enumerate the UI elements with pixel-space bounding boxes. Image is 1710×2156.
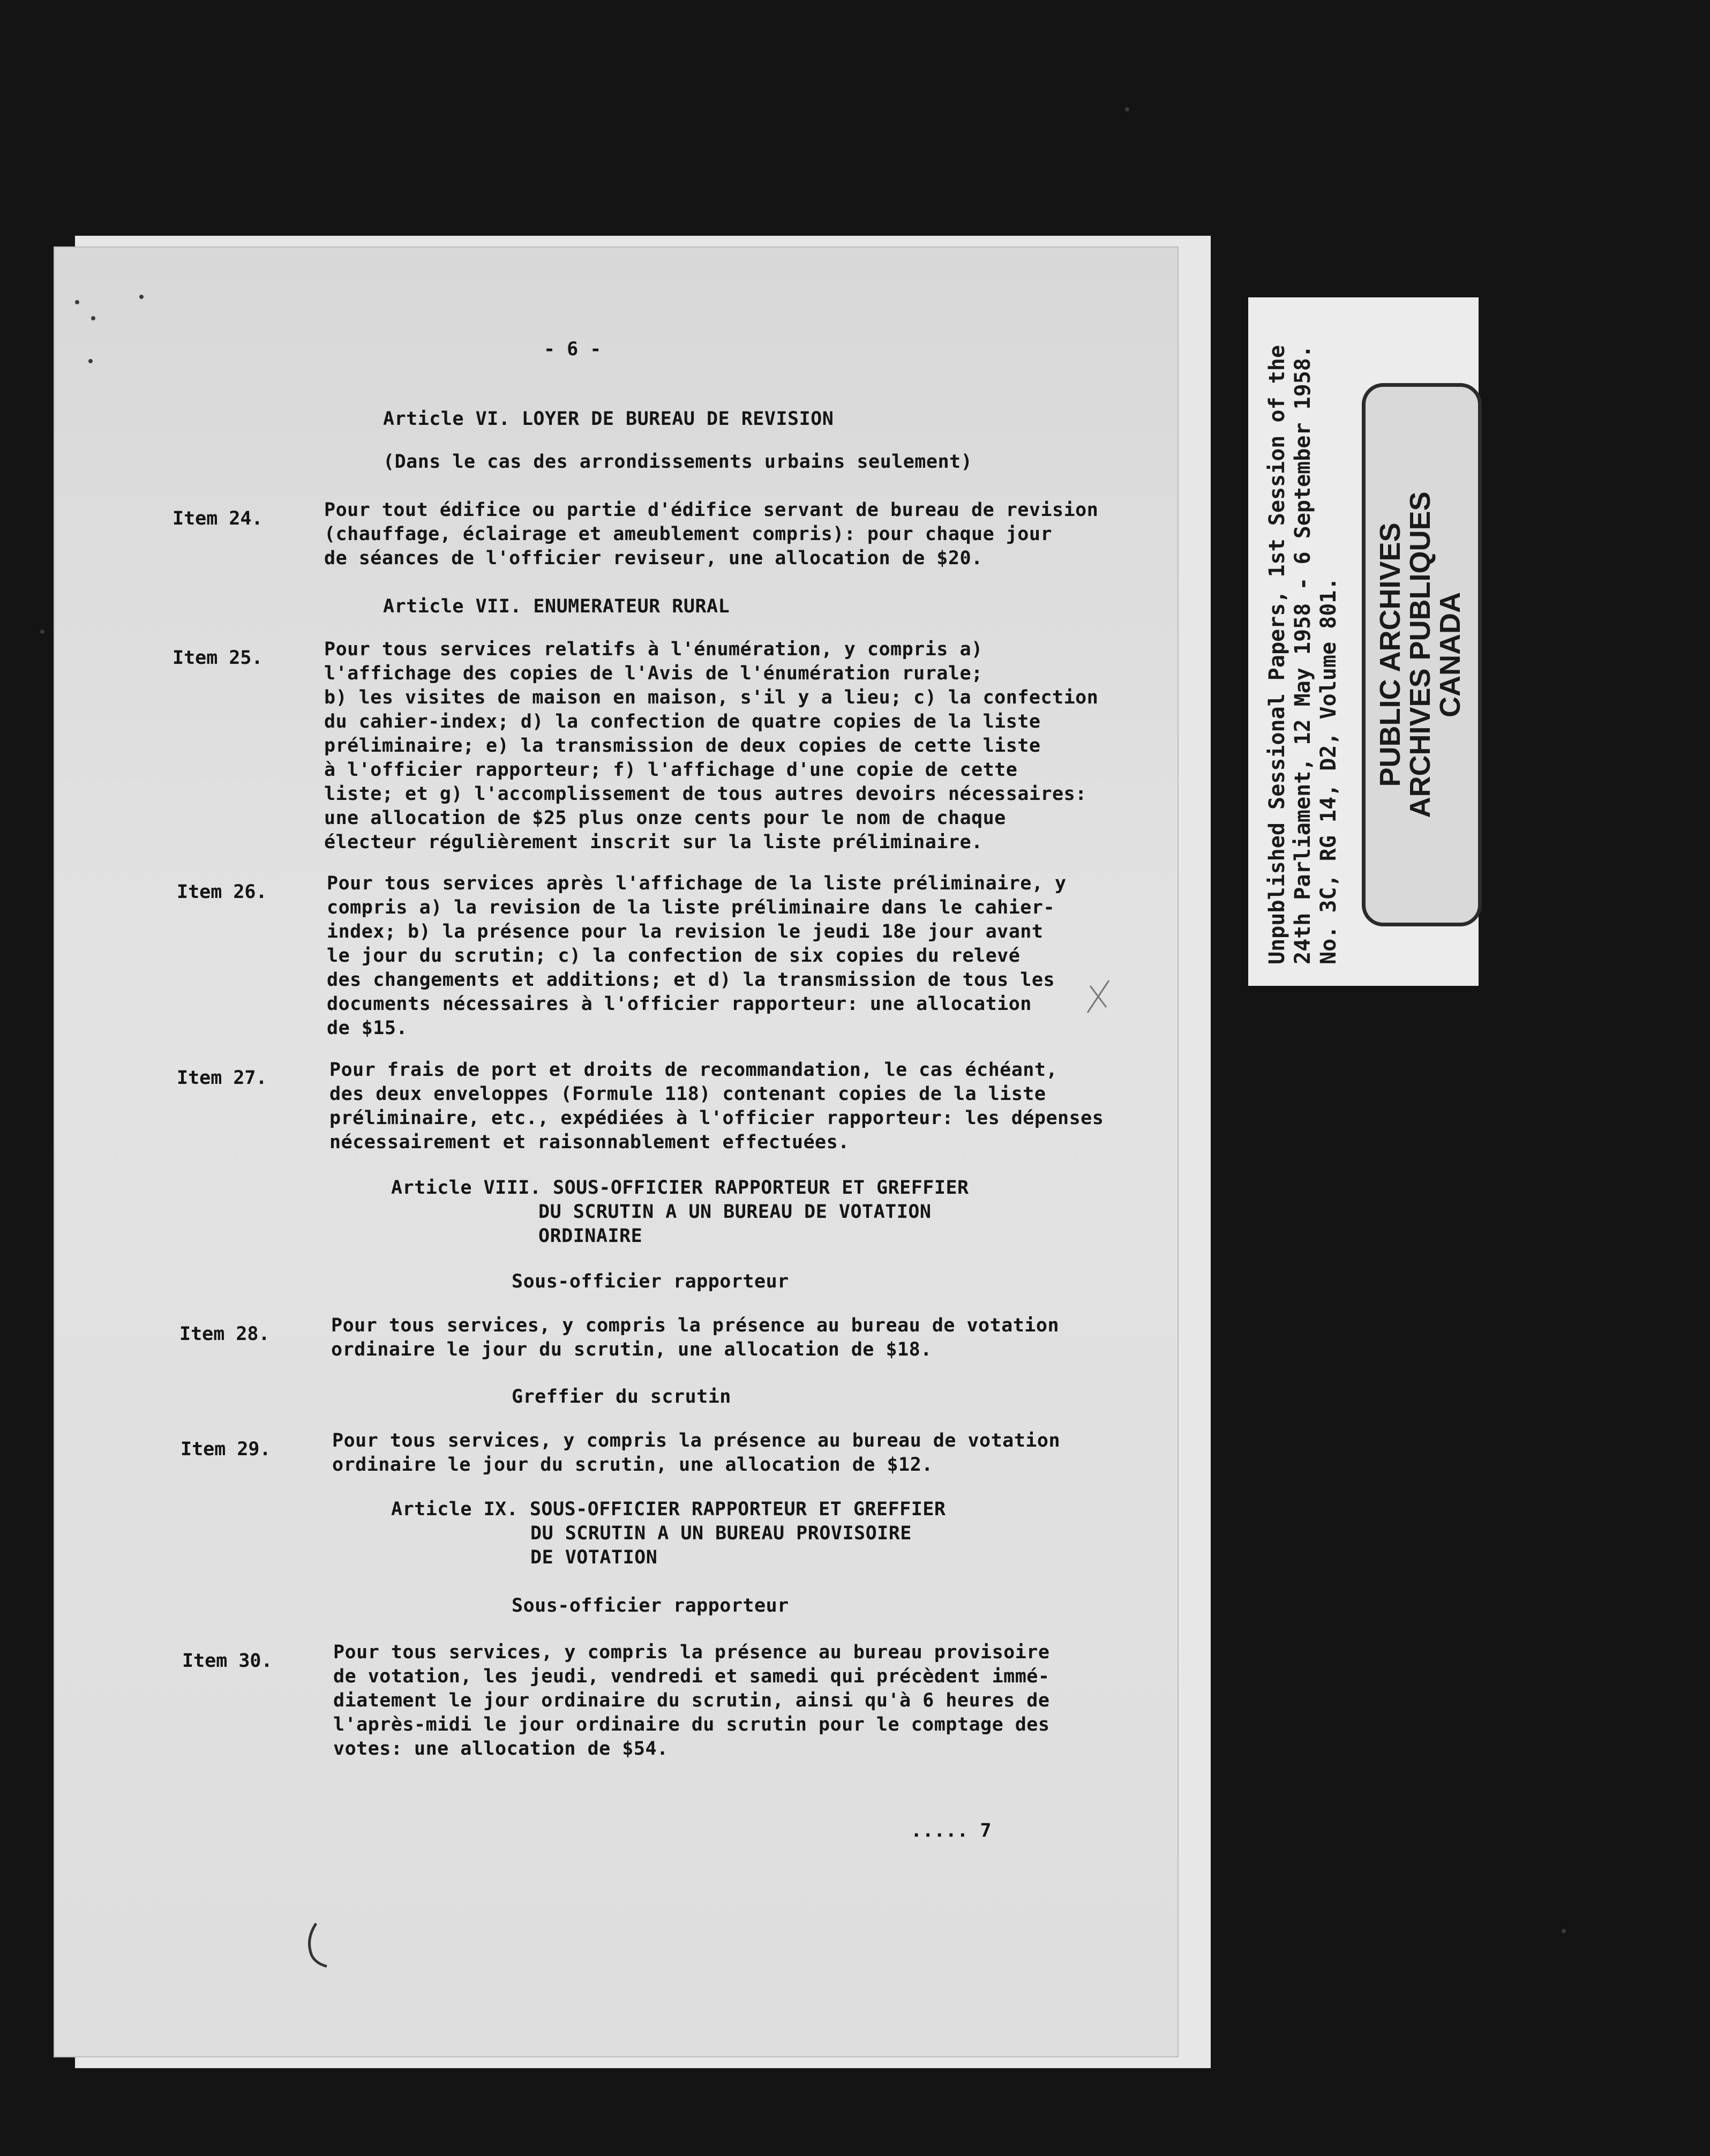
- article-heading: ORDINAIRE: [538, 1225, 643, 1247]
- dust-speck: [1125, 107, 1129, 111]
- section-subtitle: Greffier du scrutin: [512, 1386, 731, 1408]
- article-heading: Article VII. ENUMERATEUR RURAL: [383, 596, 730, 617]
- item-text-line: de $15.: [327, 1017, 408, 1039]
- article-subheading: (Dans le cas des arrondissements urbains seulement): [383, 451, 973, 473]
- archive-caption-line: 24th Parliament, 12 May 1958 - 6 September 1958.: [1291, 345, 1315, 964]
- item-text-line: du cahier-index; d) la confection de quatre copies de la liste: [324, 711, 1041, 732]
- item-label: Item 24.: [172, 508, 263, 529]
- item-text-line: compris a) la revision de la liste préliminaire dans le cahier-: [327, 897, 1055, 918]
- item-label: Item 26.: [177, 881, 267, 903]
- pen-mark: [300, 1918, 332, 1972]
- article-heading: Article IX. SOUS-OFFICIER RAPPORTEUR ET GREFFIER: [391, 1499, 946, 1520]
- document-page: [54, 246, 1179, 2057]
- section-subtitle: Sous-officier rapporteur: [512, 1271, 789, 1292]
- item-text-line: Pour frais de port et droits de recommandation, le cas échéant,: [329, 1059, 1058, 1081]
- item-text-line: préliminaire; e) la transmission de deux copies de cette liste: [324, 735, 1041, 757]
- item-text-line: l'affichage des copies de l'Avis de l'énumération rurale;: [324, 663, 983, 684]
- item-label: Item 28.: [179, 1323, 270, 1345]
- section-subtitle: Sous-officier rapporteur: [512, 1595, 789, 1616]
- item-text-line: documents nécessaires à l'officier rapporteur: une allocation: [327, 993, 1032, 1015]
- item-text-line: de votation, les jeudi, vendredi et samedi qui précèdent immé-: [333, 1666, 1050, 1687]
- dust-speck: [40, 630, 44, 634]
- stamp-line: ARCHIVES PUBLIQUES: [1404, 491, 1436, 818]
- item-text-line: liste; et g) l'accomplissement de tous autres devoirs nécessaires:: [324, 783, 1087, 805]
- article-heading: DE VOTATION: [530, 1547, 658, 1568]
- item-text-line: une allocation de $25 plus onze cents pour le nom de chaque: [324, 807, 1006, 829]
- stamp-line: CANADA: [1434, 592, 1466, 717]
- article-heading: Article VI. LOYER DE BUREAU DE REVISION: [383, 408, 834, 430]
- item-text-line: Pour tous services, y compris la présence au bureau provisoire: [333, 1642, 1050, 1663]
- item-text-line: nécessairement et raisonnablement effectuées.: [329, 1132, 850, 1153]
- item-text-line: Pour tout édifice ou partie d'édifice servant de bureau de revision: [324, 499, 1099, 521]
- dust-speck: [88, 359, 93, 363]
- item-text-line: de séances de l'officier reviseur, une allocation de $20.: [324, 548, 983, 569]
- stamp-line: PUBLIC ARCHIVES: [1374, 522, 1406, 787]
- item-text-line: diatement le jour ordinaire du scrutin, ainsi qu'à 6 heures de: [333, 1690, 1050, 1711]
- item-text-line: préliminaire, etc., expédiées à l'officier rapporteur: les dépenses: [329, 1107, 1104, 1129]
- archive-caption-line: No. 3C, RG 14, D2, Volume 801.: [1316, 577, 1341, 964]
- archive-label-card: [1248, 297, 1479, 986]
- item-text-line: ordinaire le jour du scrutin, une allocation de $12.: [332, 1454, 933, 1476]
- archive-caption-line: Unpublished Sessional Papers, 1st Session of the: [1265, 345, 1289, 964]
- item-text-line: (chauffage, éclairage et ameublement compris): pour chaque jour: [324, 523, 1053, 545]
- item-text-line: des deux enveloppes (Formule 118) contenant copies de la liste: [329, 1083, 1046, 1105]
- item-text-line: à l'officier rapporteur; f) l'affichage d'une copie de cette: [324, 759, 1018, 781]
- item-text-line: électeur régulièrement inscrit sur la liste préliminaire.: [324, 832, 983, 853]
- item-label: Item 30.: [182, 1650, 273, 1672]
- dust-speck: [91, 316, 95, 320]
- item-text-line: ordinaire le jour du scrutin, une allocation de $18.: [331, 1339, 932, 1360]
- item-text-line: le jour du scrutin; c) la confection de six copies du relevé: [327, 945, 1021, 967]
- item-text-line: Pour tous services, y compris la présence au bureau de votation: [332, 1430, 1061, 1451]
- item-text-line: l'après-midi le jour ordinaire du scrutin pour le comptage des: [333, 1714, 1050, 1735]
- page-number: - 6 -: [544, 339, 602, 360]
- item-text-line: Pour tous services, y compris la présence au bureau de votation: [331, 1315, 1060, 1336]
- article-heading: Article VIII. SOUS-OFFICIER RAPPORTEUR ET GREFFIER: [391, 1177, 969, 1199]
- stamp-text: [1375, 414, 1465, 896]
- item-text-line: b) les visites de maison en maison, s'il y a lieu; c) la confection: [324, 687, 1099, 708]
- dust-speck: [75, 300, 79, 304]
- article-heading: DU SCRUTIN A UN BUREAU DE VOTATION: [538, 1201, 932, 1223]
- item-text-line: index; b) la présence pour la revision le jeudi 18e jour avant: [327, 921, 1044, 942]
- item-label: Item 29.: [181, 1439, 271, 1460]
- pencil-check-mark: [1082, 975, 1114, 1018]
- item-text-line: des changements et additions; et d) la transmission de tous les: [327, 969, 1055, 991]
- article-heading: DU SCRUTIN A UN BUREAU PROVISOIRE: [530, 1523, 912, 1544]
- archives-stamp: [1362, 383, 1482, 926]
- item-label: Item 27.: [177, 1067, 267, 1089]
- item-text-line: votes: une allocation de $54.: [333, 1738, 669, 1760]
- item-text-line: Pour tous services après l'affichage de la liste préliminaire, y: [327, 873, 1067, 894]
- item-label: Item 25.: [172, 647, 263, 669]
- dust-speck: [1562, 1929, 1566, 1933]
- dust-speck: [139, 295, 144, 299]
- item-text-line: Pour tous services relatifs à l'énumération, y compris a): [324, 639, 983, 660]
- continuation-marker: ..... 7: [911, 1820, 992, 1841]
